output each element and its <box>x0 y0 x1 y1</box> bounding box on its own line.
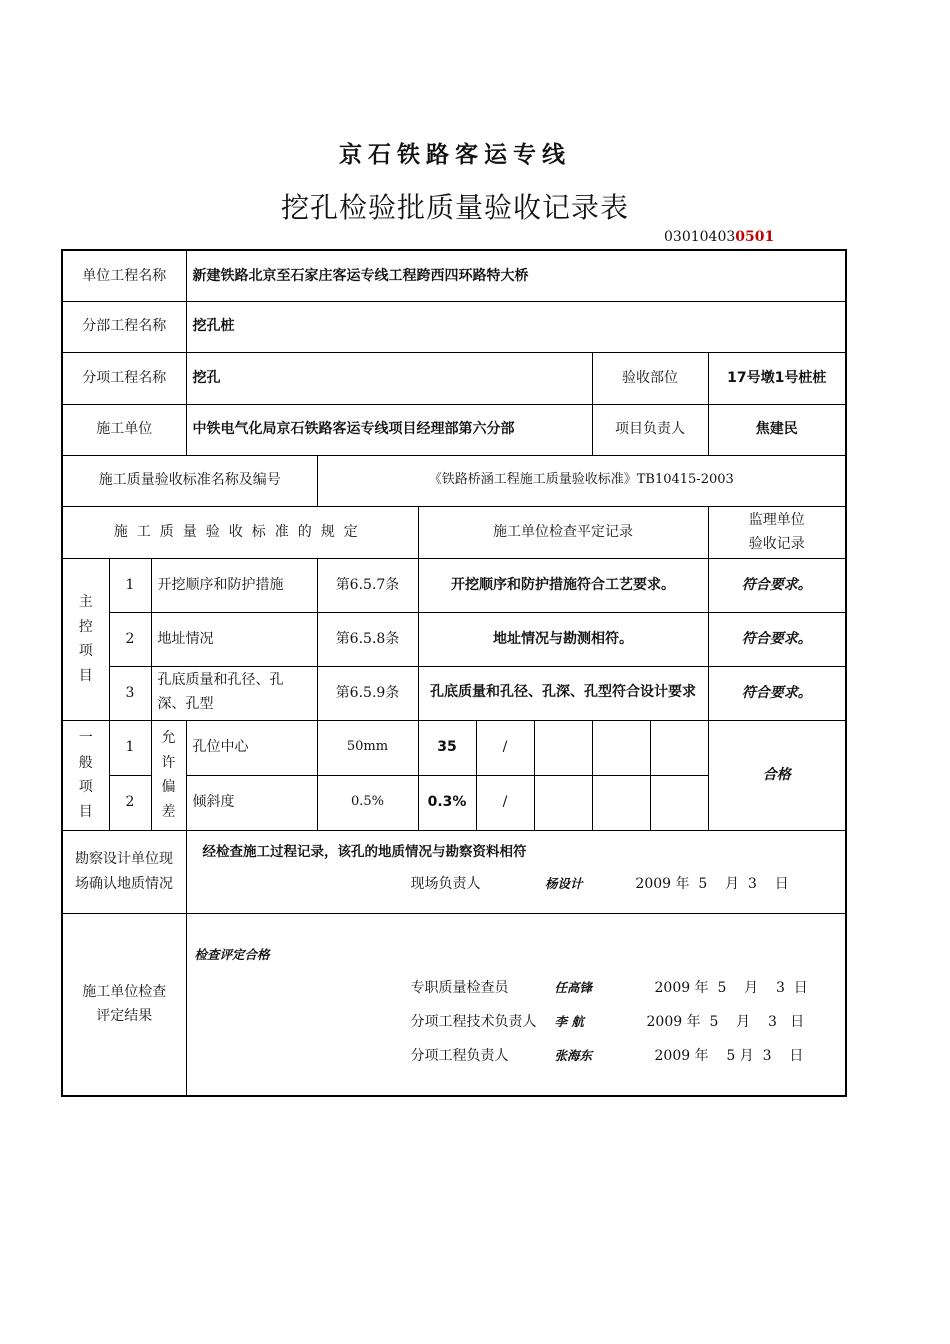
item-number: 2 <box>109 775 151 830</box>
main-item-row <box>62 558 846 612</box>
form-code <box>664 229 774 245</box>
measured-mark: / <box>476 775 534 830</box>
signer-role: 分项工程技术负责人 <box>410 1014 537 1031</box>
measured-mark: / <box>476 720 534 775</box>
signer-role: 分项工程负责人 <box>410 1048 509 1065</box>
measured-value: 0.3% <box>418 775 476 830</box>
item-record: 开挖顺序和防护措施符合工艺要求。 <box>418 558 708 612</box>
survey-row <box>62 830 846 913</box>
item-number: 3 <box>109 666 151 720</box>
measured-empty-cell <box>592 720 650 775</box>
unit-project-value: 新建铁路北京至石家庄客运专线工程跨西四环路特大桥 <box>186 250 846 301</box>
allow-char: 许 <box>161 754 176 771</box>
signer-role: 专职质量检查员 <box>410 980 509 997</box>
item-number: 2 <box>109 612 151 666</box>
survey-label-line2: 场确认地质情况 <box>75 875 173 892</box>
supervisor-header-line1: 监理单位 <box>748 511 805 528</box>
division-row <box>62 301 846 352</box>
item-supervisor-result: 符合要求。 <box>708 612 846 666</box>
signer-date: 2009 年 5 月 3 日 <box>646 1014 805 1031</box>
item-name: 孔底质量和孔径、孔深、孔型 <box>151 666 317 720</box>
result-row <box>62 913 846 1096</box>
item-tolerance: 0.5% <box>317 775 418 830</box>
subitem-label: 分项工程名称 <box>62 352 186 404</box>
form-code-suffix: 0501 <box>735 229 775 245</box>
general-supervisor-result: 合格 <box>708 720 846 830</box>
item-supervisor-result: 符合要求。 <box>708 558 846 612</box>
form-title: 挖孔检验批质量验收记录表 <box>280 191 629 224</box>
item-record: 孔底质量和孔径、孔深、孔型符合设计要求 <box>418 666 708 720</box>
allow-char: 差 <box>161 803 176 820</box>
survey-person-label: 现场负责人 <box>410 876 481 893</box>
pm-label: 项目负责人 <box>592 404 708 455</box>
unit-project-label: 单位工程名称 <box>62 250 186 301</box>
division-value: 挖孔桩 <box>186 301 846 352</box>
supervisor-header <box>708 506 846 558</box>
signer-signature: 张海东 <box>554 1048 593 1064</box>
item-name: 地址情况 <box>151 612 317 666</box>
result-label <box>62 913 186 1096</box>
measured-empty-cell <box>650 720 708 775</box>
group-char: 一 <box>78 730 93 746</box>
result-signer-row <box>195 971 846 1005</box>
standard-label: 施工质量验收标准名称及编号 <box>62 455 317 506</box>
contractor-label: 施工单位 <box>62 404 186 455</box>
group-char: 目 <box>78 803 93 820</box>
measured-empty-cell <box>534 720 592 775</box>
signer-date: 2009 年 5 月 3 日 <box>654 980 808 997</box>
survey-label <box>62 830 186 913</box>
group-char: 目 <box>78 667 93 684</box>
measured-value: 35 <box>418 720 476 775</box>
accept-part-value: 17号墩1号桩桩 <box>708 352 846 404</box>
main-item-row <box>62 612 846 666</box>
contractor-value: 中铁电气化局京石铁路客运专线项目经理部第六分部 <box>186 404 592 455</box>
survey-sign-line <box>203 872 846 897</box>
survey-content <box>186 830 846 913</box>
general-items-group-label <box>62 720 109 830</box>
allow-char: 偏 <box>161 779 176 795</box>
main-items-group-label <box>62 558 109 720</box>
unit-project-row <box>62 250 846 301</box>
item-supervisor-result: 符合要求。 <box>708 666 846 720</box>
survey-date: 2009 年 5 月 3 日 <box>635 876 789 893</box>
item-name: 开挖顺序和防护措施 <box>151 558 317 612</box>
group-char: 控 <box>78 618 93 635</box>
standard-value: 《铁路桥涵工程施工质量验收标准》TB10415-2003 <box>317 455 846 506</box>
allow-char: 允 <box>161 730 176 746</box>
contractor-row <box>62 404 846 455</box>
item-clause: 第6.5.8条 <box>317 612 418 666</box>
standard-row <box>62 455 846 506</box>
supervisor-header-line2: 验收记录 <box>748 536 805 552</box>
item-record: 地址情况与勘测相符。 <box>418 612 708 666</box>
measured-empty-cell <box>592 775 650 830</box>
general-item-row <box>62 720 846 775</box>
measured-empty-cell <box>650 775 708 830</box>
result-content <box>186 913 846 1096</box>
survey-text: 经检查施工过程记录，该孔的地质情况与勘察资料相符 <box>202 843 527 860</box>
item-clause: 第6.5.7条 <box>317 558 418 612</box>
accept-part-label: 验收部位 <box>592 352 708 404</box>
item-number: 1 <box>109 720 151 775</box>
signer-date: 2009 年 5 月 3 日 <box>654 1048 804 1065</box>
result-signer-row <box>195 1039 846 1073</box>
survey-person-signature: 杨设计 <box>544 876 583 892</box>
signer-signature: 李 航 <box>554 1014 584 1030</box>
item-clause: 第6.5.9条 <box>317 666 418 720</box>
pm-value: 焦建民 <box>708 404 846 455</box>
measured-empty-cell <box>534 775 592 830</box>
spec-column-header: 施工质量验收标准的规定 <box>62 506 418 558</box>
group-char: 般 <box>78 754 93 771</box>
item-name: 倾斜度 <box>186 775 317 830</box>
document-title: 京石铁路客运专线 <box>339 142 571 168</box>
item-tolerance: 50mm <box>317 720 418 775</box>
allowed-deviation-label <box>151 720 186 830</box>
result-label-line1: 施工单位检查 <box>82 983 167 1000</box>
group-char: 项 <box>78 779 93 795</box>
group-char: 项 <box>78 643 93 659</box>
result-label-line2: 评定结果 <box>96 1008 153 1025</box>
result-verdict: 检查评定合格 <box>194 946 270 962</box>
form-code-prefix: 03010403 <box>664 229 736 245</box>
signer-signature: 任高锋 <box>554 980 593 996</box>
item-name: 孔位中心 <box>186 720 317 775</box>
division-label: 分部工程名称 <box>62 301 186 352</box>
item-number: 1 <box>109 558 151 612</box>
group-char: 主 <box>78 594 93 610</box>
subitem-value: 挖孔 <box>186 352 592 404</box>
result-signer-row <box>195 1005 846 1039</box>
subitem-row <box>62 352 846 404</box>
contractor-record-header: 施工单位检查平定记录 <box>418 506 708 558</box>
main-item-row <box>62 666 846 720</box>
inspection-table <box>61 249 847 1097</box>
survey-label-line1: 勘察设计单位现 <box>75 851 173 867</box>
column-header-row <box>62 506 846 558</box>
